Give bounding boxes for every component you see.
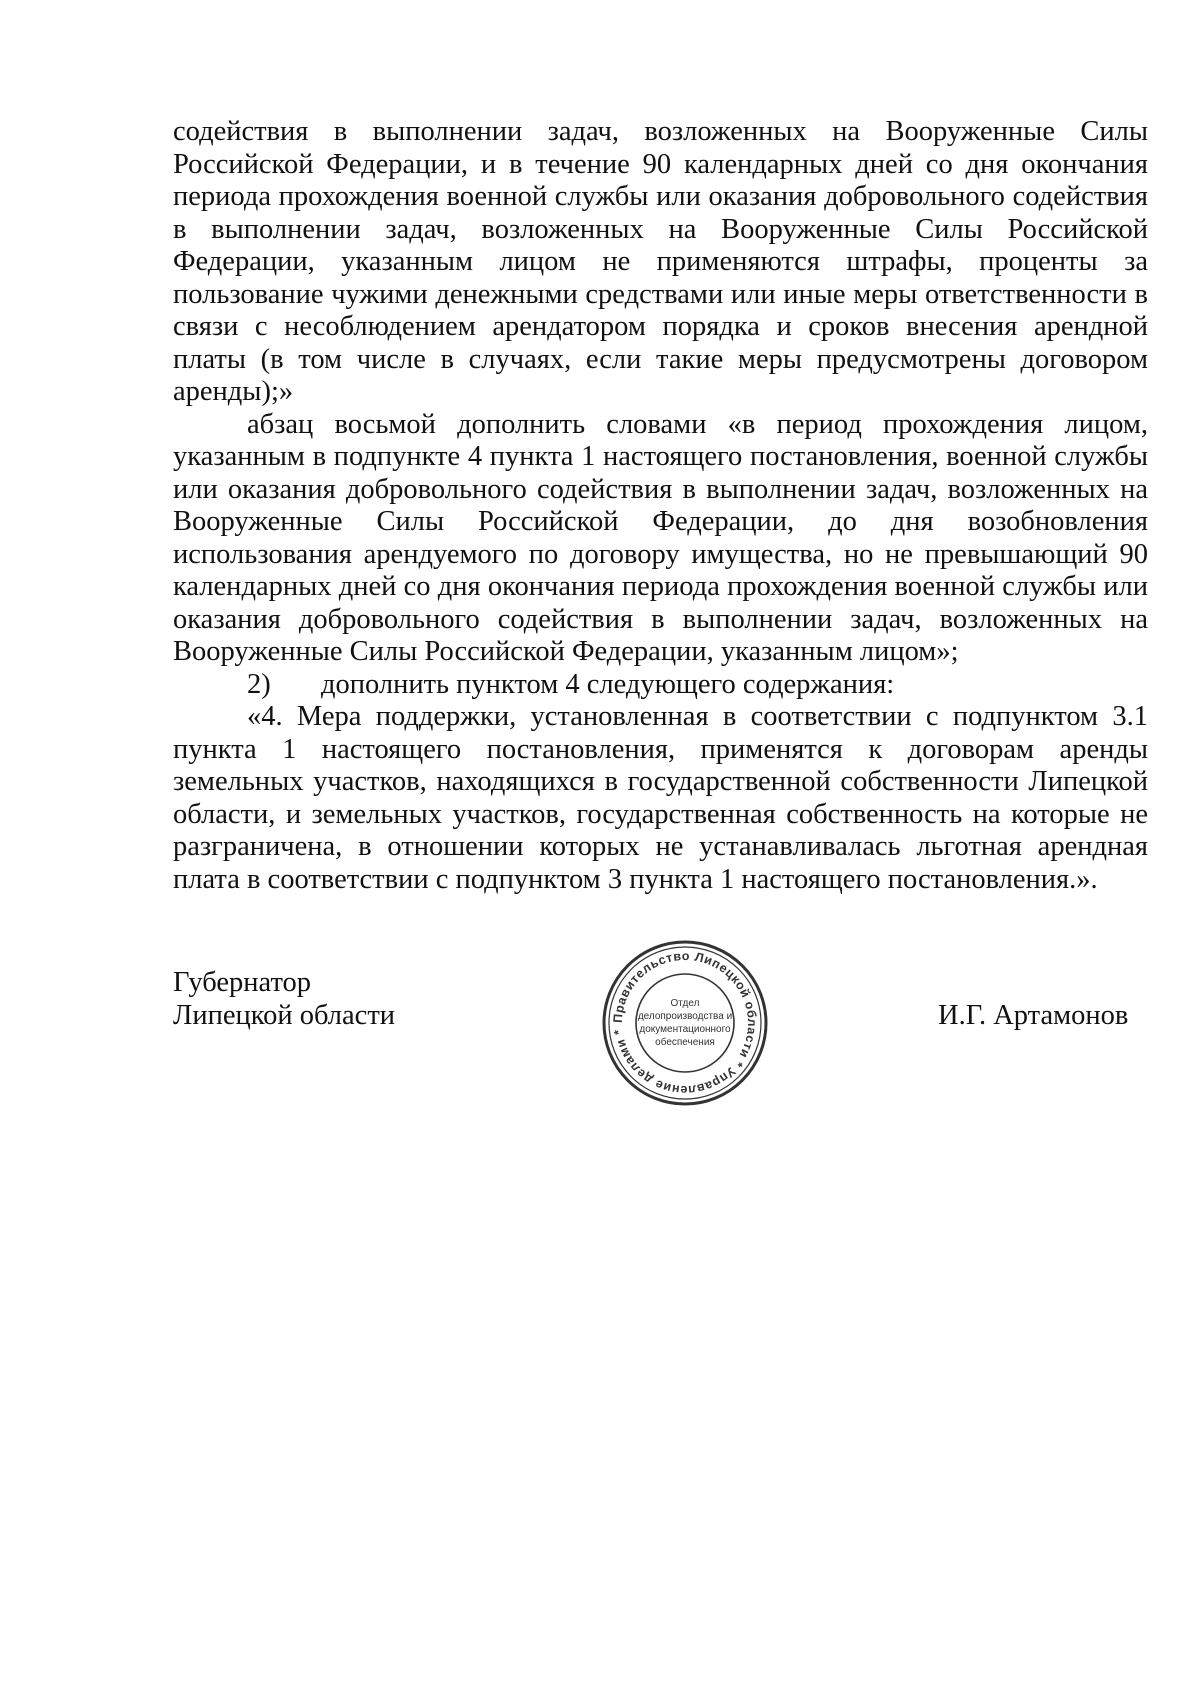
signature-position-line1: Губернатор	[173, 967, 312, 998]
signature-name: И.Г. Артамонов	[938, 1000, 1129, 1031]
stamp-center-line-1: Отдел	[670, 998, 700, 1009]
signature-position	[173, 967, 395, 1032]
paragraph-1: содействия в выполнении задач, возложенных на Вооруженные Силы Российской Федерации, и в течение 90 календарных дней со дня окончания периода прохождения военной службы или оказания добровольного содействия в выполнении задач, возложенных на Вооруженные Силы Российской Федерации, указанным лицом не применяются штрафы, проценты за пользование чужими денежными средствами или иные меры ответственности в связи с несоблюдением арендатором порядка и сроков внесения арендной платы (в том числе в случаях, если такие меры предусмотрены договором аренды);»	[173, 116, 1148, 407]
paragraph-2: абзац восьмой дополнить словами «в период прохождения лицом, указанным в подпункте 4 пункта 1 настоящего постановления, военной службы или оказания добровольного содействия в выполнении задач, возложенных на Вооруженные Силы Российской Федерации, до дня возобновления использования арендуемого по договору имущества, но не превышающий 90 календарных дней со дня окончания периода прохождения военной службы или оказания добровольного содействия в выполнении задач, возложенных на Вооруженные Силы Российской Федерации, указанным лицом»;	[173, 408, 1148, 667]
official-stamp	[600, 938, 770, 1108]
document-body	[173, 116, 1148, 896]
list-item-text: дополнить пунктом 4 следующего содержания:	[321, 668, 895, 700]
stamp-center-line-3: документационного	[639, 1024, 731, 1035]
stamp-center-line-2: делопроизводства и	[637, 1011, 733, 1022]
list-item-2	[173, 669, 1148, 702]
stamp-center-line-4: обеспечения	[655, 1037, 715, 1048]
signature-position-line2: Липецкой области	[173, 999, 396, 1031]
stamp-outer-text: Правительство Липецкой области * Управление делами *	[610, 948, 760, 1098]
paragraph-4: «4. Мера поддержки, установленная в соответствии с подпунктом 3.1 пункта 1 настоящего постановления, применятся к договорам аренды земельных участков, находящихся в государственной собственности Липецкой области, и земельных участков, государственная собственность на которые не разграничена, в отношении которых не устанавливалась льготная арендная плата в соответствии с подпунктом 3 пункта 1 настоящего постановления.».	[173, 701, 1148, 895]
list-item-number: 2)	[247, 668, 271, 700]
